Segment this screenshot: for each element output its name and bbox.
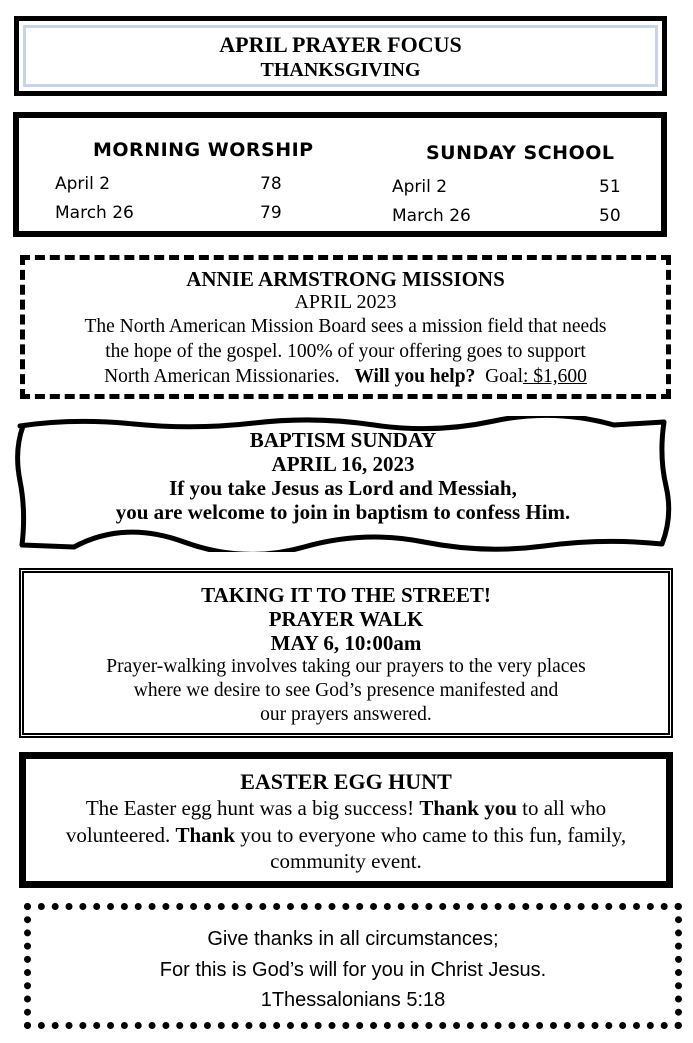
baptism-title: BAPTISM SUNDAY [249, 428, 437, 452]
annie-armstrong-ask: Will you help? [354, 366, 476, 387]
easter-body [26, 795, 666, 875]
easter-text: you to everyone who came to this fun, family, community event. [235, 822, 627, 873]
baptism-line: If you take Jesus as Lord and Messiah, [169, 476, 517, 500]
morning-worship-count: 79 [260, 203, 282, 223]
easter-text: to all who volunteered. [65, 796, 607, 847]
attendance-box [13, 112, 667, 237]
prayer-focus-inner-frame [23, 25, 658, 87]
prayer-walk-subtitle: PRAYER WALK [268, 607, 424, 631]
prayer-walk-line: where we desire to see God’s presence manifested and [133, 680, 559, 701]
verse-line: For this is God’s will for you in Christ Jesus. [159, 958, 547, 981]
annie-armstrong-box [20, 255, 671, 399]
annie-armstrong-subtitle: APRIL 2023 [294, 291, 397, 313]
annie-armstrong-line: The North American Mission Board sees a mission field that needs [84, 316, 607, 337]
sunday-school-count: 50 [599, 206, 621, 226]
easter-thank: Thank [175, 822, 236, 847]
prayer-walk-line: our prayers answered. [260, 704, 432, 725]
annie-armstrong-body [25, 314, 666, 389]
prayer-walk-title: TAKING IT TO THE STREET! [201, 583, 491, 607]
easter-text: The Easter egg hunt was a big success! [85, 796, 420, 820]
goal-label: Goal [485, 366, 523, 387]
prayer-walk-date: MAY 6, 10:00am [270, 631, 422, 655]
goal-amount: : $1,600 [522, 366, 587, 387]
baptism-date: APRIL 16, 2023 [271, 452, 415, 476]
morning-worship-count: 78 [260, 174, 282, 194]
morning-worship-date: April 2 [55, 174, 111, 194]
prayer-focus-title: APRIL PRAYER FOCUS [219, 32, 462, 57]
morning-worship-date: March 26 [55, 203, 134, 223]
verse-line: Give thanks in all circumstances; [207, 928, 499, 950]
baptism-text [14, 428, 672, 524]
baptism-line: you are welcome to join in baptism to confess Him. [115, 500, 571, 524]
annie-armstrong-line: the hope of the gospel. 100% of your offering goes to support [105, 341, 586, 362]
sunday-school-date: April 2 [392, 177, 448, 197]
annie-armstrong-line [35, 364, 656, 389]
sunday-school-count: 51 [599, 177, 621, 197]
verse-reference: 1Thessalonians 5:18 [260, 989, 446, 1011]
sunday-school-date: March 26 [392, 206, 471, 226]
prayer-walk-box [19, 568, 673, 738]
morning-worship-heading: MORNING WORSHIP [93, 139, 314, 161]
easter-thank-you: Thank you [419, 796, 517, 820]
annie-armstrong-line: North American Missionaries. [104, 366, 340, 387]
prayer-focus-box [14, 16, 667, 96]
easter-title: EASTER EGG HUNT [240, 769, 452, 794]
annie-armstrong-title: ANNIE ARMSTRONG MISSIONS [186, 267, 505, 291]
sunday-school-heading: SUNDAY SCHOOL [426, 142, 615, 164]
prayer-walk-line: Prayer-walking involves taking our prayers to the very places [106, 656, 586, 677]
baptism-box [14, 416, 672, 552]
verse-box [24, 903, 682, 1029]
easter-egg-hunt-box [19, 752, 673, 888]
prayer-focus-subtitle: THANKSGIVING [260, 59, 421, 81]
